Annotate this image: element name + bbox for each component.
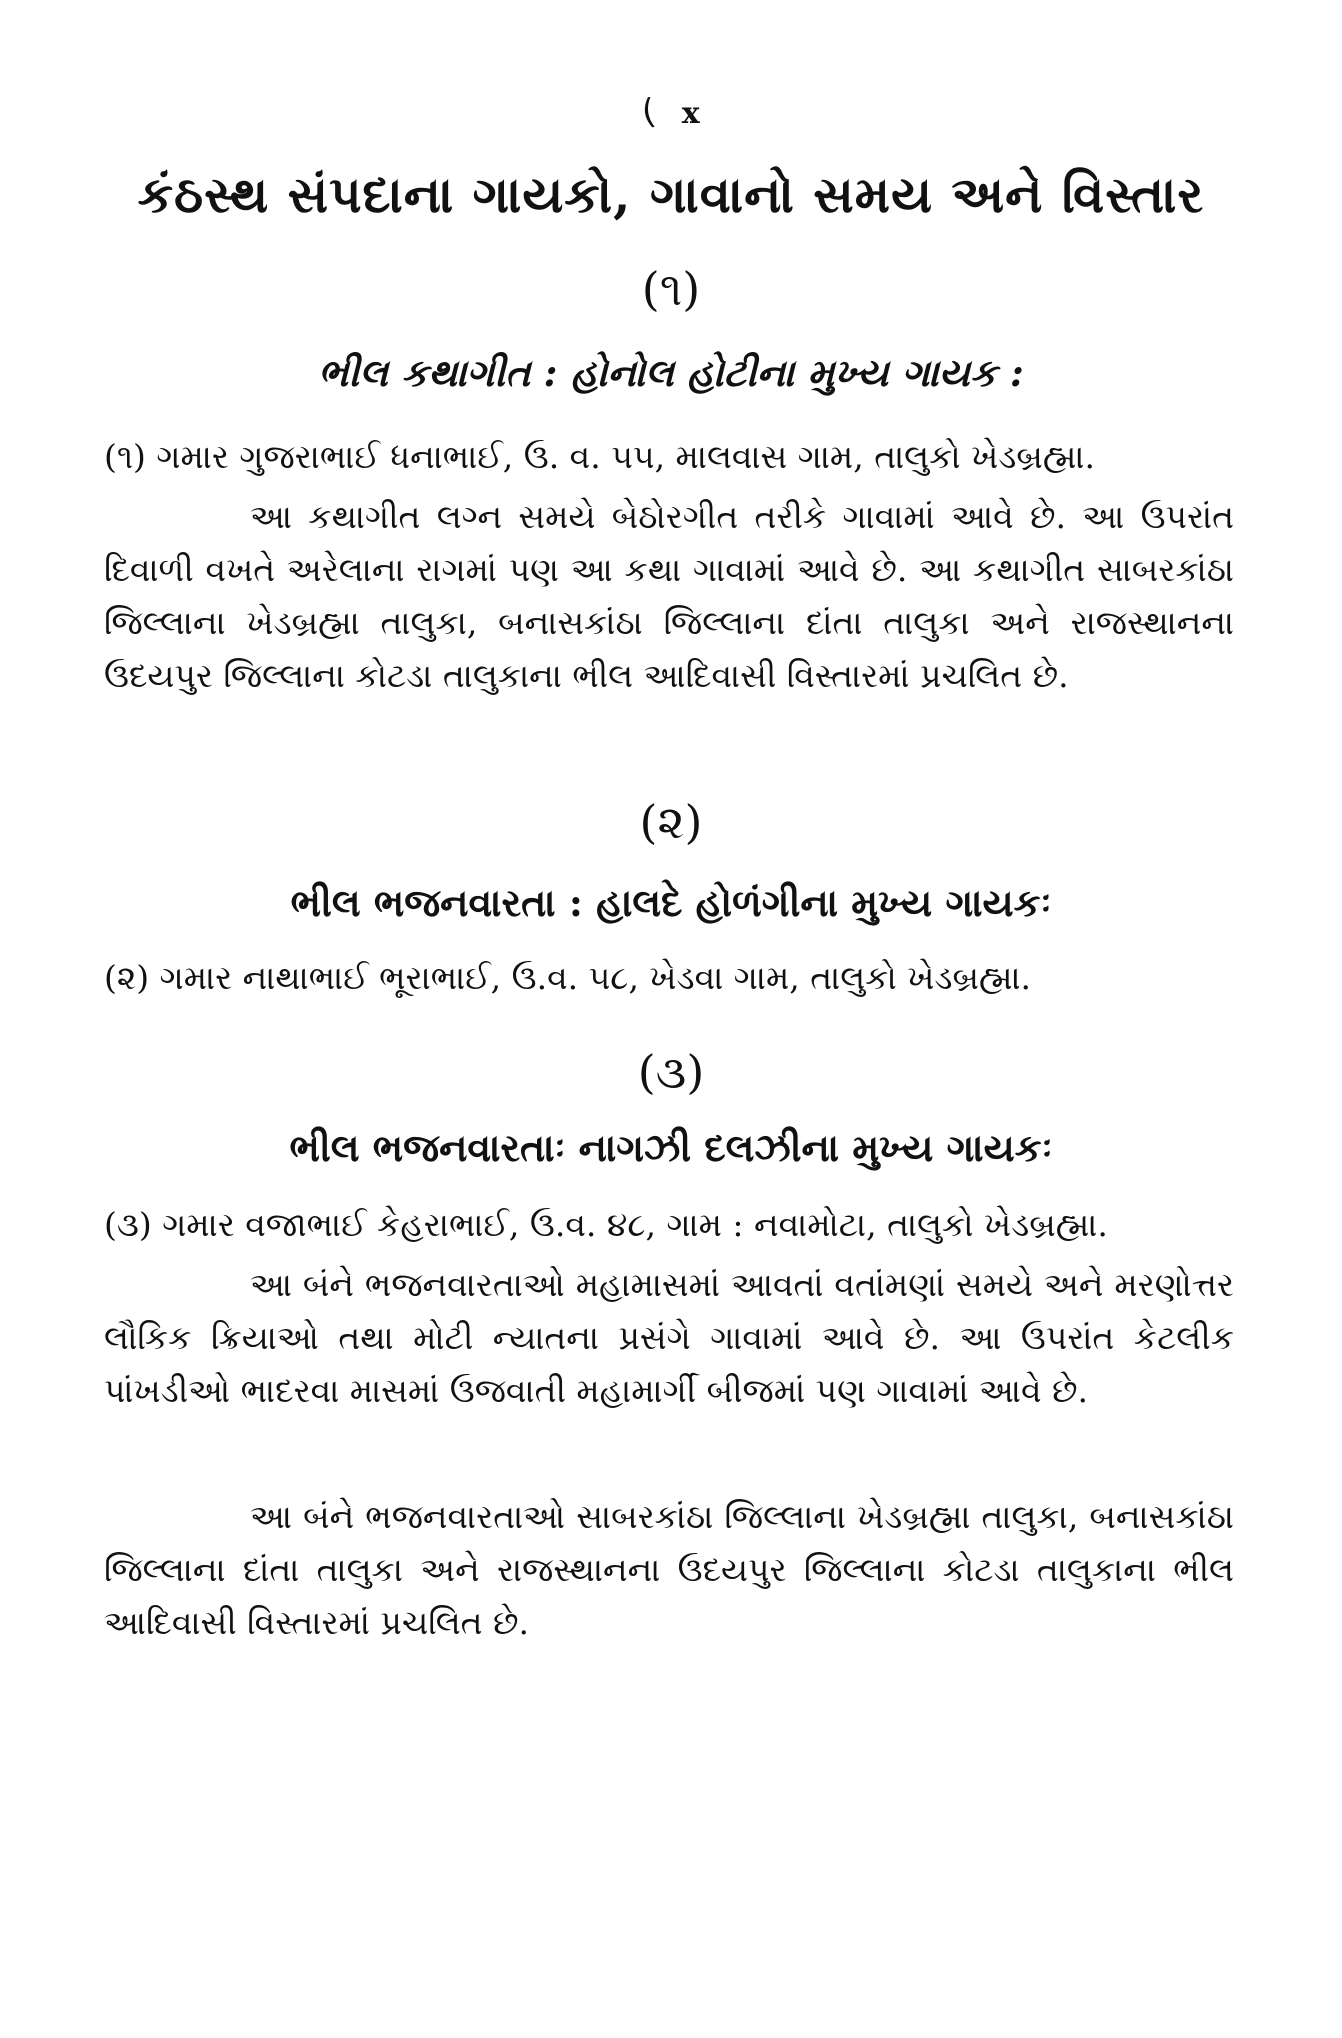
section-2-number: (૨) — [639, 795, 703, 849]
section-3-singer: (૩) ગમાર વજાભાઈ કેહરાભાઈ, ઉ.વ. ૪૮, ગામ : નવામોટા, તાલુકો ખેડબ્રહ્મા. — [104, 1205, 1108, 1244]
section-1-paragraph: આ કથાગીત લગ્ન સમયે બેઠોરગીત તરીકે ગાવામાં આવે છે. આ ઉપરાંત દિવાળી વખતે અરેલાના રાગમાં પણ આ કથા ગાવામાં આવે છે. આ કથાગીત સાબરકાંઠા જિલ્લાના ખેડબ્રહ્મા તાલુકા, બનાસકાંઠા જિલ્લાના દાંતા તાલુકા અને રાજસ્થાનના ઉદયપુર જિલ્લાના કોટડા તાલુકાના ભીલ આદિવાસી વિસ્તારમાં પ્રચલિત છે. — [104, 497, 1234, 695]
handwritten-mark: ( — [639, 91, 659, 133]
page-title: કંઠસ્થ સંપદાના ગાયકો, ગાવાનો સમય અને વિસ્તાર — [137, 165, 1205, 224]
section-2-heading: ભીલ ભજનવારતા : હાલદે હોળંગીના મુખ્ય ગાયકઃ — [290, 880, 1052, 925]
section-3-heading: ભીલ ભજનવારતાઃ નાગઝી દલઝીના મુખ્ય ગાયકઃ — [289, 1125, 1053, 1170]
section-1-singer: (૧) ગમાર ગુજરાભાઈ ધનાભાઈ, ઉ. વ. ૫૫, માલવાસ ગામ, તાલુકો ખેડબ્રહ્મા. — [104, 437, 1095, 476]
section-1-heading: ભીલ કથાગીત : હોનોલ હોટીના મુખ્ય ગાયક : — [318, 350, 1024, 395]
page-number: x — [681, 96, 700, 131]
section-2-singer: (૨) ગમાર નાથાભાઈ ભૂરાભાઈ, ઉ.વ. ૫૮, ખેડવા ગામ, તાલુકો ખેડબ્રહ્મા. — [104, 958, 1032, 997]
section-3-number: (૩) — [637, 1045, 705, 1099]
section-3-paragraph-1: આ બંને ભજનવારતાઓ મહામાસમાં આવતાં વતાંમણાં સમયે અને મરણોત્તર લૌકિક ક્રિયાઓ તથા મોટી ન્યાતના પ્રસંગે ગાવામાં આવે છે. આ ઉપરાંત કેટલીક પાંખડીઓ ભાદરવા માસમાં ઉજવાતી મહામાર્ગી બીજમાં પણ ગાવામાં આવે છે. — [104, 1265, 1234, 1410]
section-3-paragraph-2: આ બંને ભજનવારતાઓ સાબરકાંઠા જિલ્લાના ખેડબ્રહ્મા તાલુકા, બનાસકાંઠા જિલ્લાના દાંતા તાલુકા અને રાજસ્થાનના ઉદયપુર જિલ્લાના કોટડા તાલુકાના ભીલ આદિવાસી વિસ્તારમાં પ્રચલિત છે. — [104, 1497, 1234, 1642]
section-1-number: (૧) — [641, 262, 701, 316]
page-folio — [0, 92, 1342, 132]
